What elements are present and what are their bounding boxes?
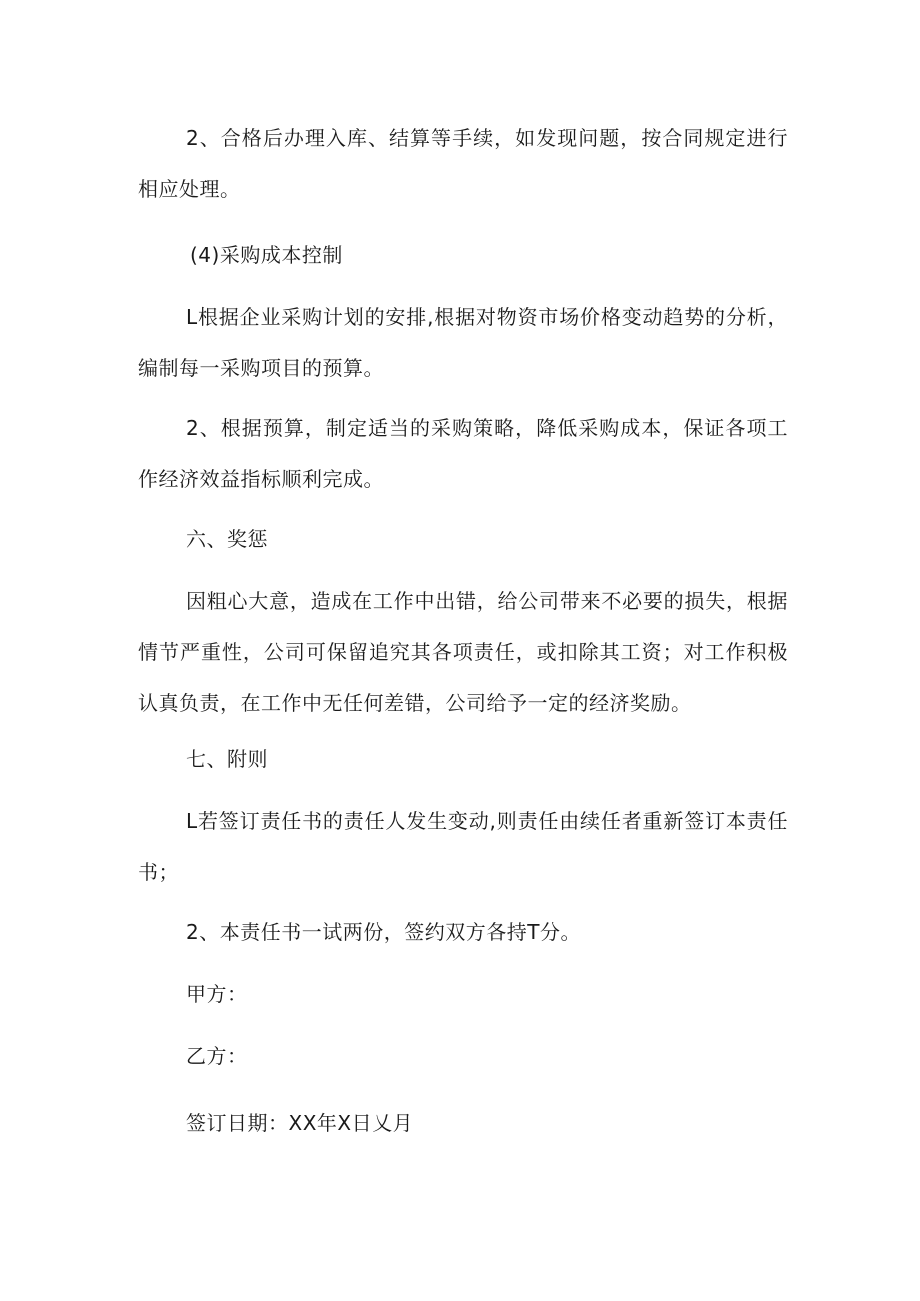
sign-date: 签订日期：XX年X日乂月	[186, 1111, 414, 1135]
heading-cost-control: (4)采购成本控制	[190, 243, 343, 267]
party-a-label: 甲方：	[186, 982, 248, 1006]
heading-rewards: 六、奖惩	[186, 527, 268, 551]
appendix-item-2: 2、本责任书一试两份，签约双方各持T分。	[186, 920, 581, 944]
appendix-item-1: L若签订责任书的责任人发生变动,则责任由续任者重新签订本责任书；	[138, 809, 788, 884]
cost-control-item-1: L根据企业采购计划的安排,根据对物资市场价格变动趋势的分析，编制每一采购项目的预算。	[138, 305, 788, 380]
heading-appendix: 七、附则	[186, 747, 268, 771]
cost-control-item-2: 2、根据预算，制定适当的采购策略，降低采购成本，保证各项工作经济效益指标顺利完成。	[138, 416, 788, 491]
party-b-label: 乙方：	[186, 1044, 248, 1068]
rewards-paragraph: 因粗心大意，造成在工作中出错，给公司带来不必要的损失，根据情节严重性，公司可保留追究其各项责任，或扣除其工资；对工作积极认真负责，在工作中无任何差错，公司给予一定的经济奖励。	[138, 589, 788, 715]
acceptance-item-2: 2、合格后办理入库、结算等手续，如发现问题，按合同规定进行相应处理。	[138, 126, 788, 201]
